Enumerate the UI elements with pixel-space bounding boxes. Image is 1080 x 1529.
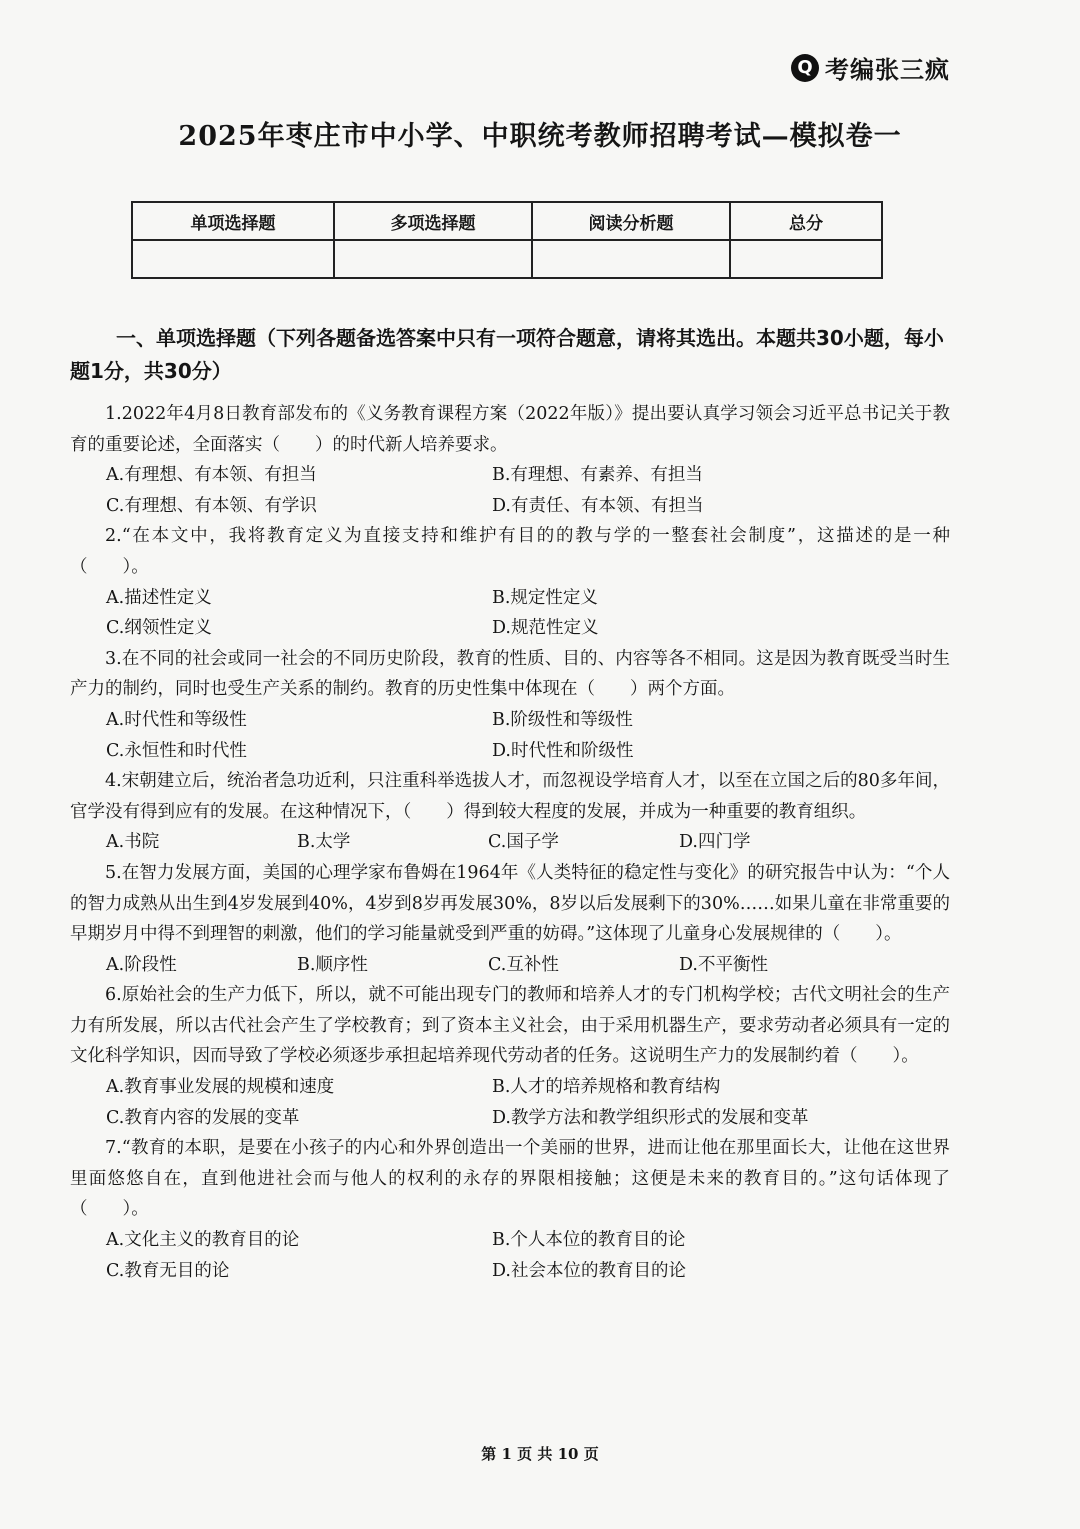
option-a: A.文化主义的教育目的论 [106, 1230, 300, 1251]
question-7 [70, 1133, 950, 1286]
page-title: 2025年枣庄市中小学、中职统考教师招聘考试—模拟卷一 [178, 121, 902, 152]
option-a: A.描述性定义 [106, 587, 212, 608]
option-d: D.有责任、有本领、有担当 [492, 495, 704, 516]
question-stem: 2.“在本文中，我将教育定义为直接支持和维护有目的的教与学的一整套社会制度”，这描述的是一种（ ）。 [70, 526, 950, 577]
score-cell-multiple [334, 240, 532, 278]
option-d: D.教学方法和教学组织形式的发展和变革 [492, 1107, 809, 1128]
question-1 [70, 399, 950, 521]
option-a: A.教育事业发展的规模和速度 [106, 1077, 335, 1098]
option-a: A.有理想、有本领、有担当 [106, 465, 317, 486]
question-stem: 4.宋朝建立后，统治者急功近利，只注重科举选拔人才，而忽视设学培育人才，以至在立国之后的80多年间，官学没有得到应有的发展。在这种情况下，（ ）得到较大程度的发展，并成为一种重要的教育组织。 [70, 771, 950, 822]
option-b: B.太学 [297, 832, 351, 853]
score-cell-reading [532, 240, 730, 278]
search-icon: Q [791, 54, 819, 82]
question-3 [70, 644, 950, 766]
option-d: D.四门学 [679, 832, 751, 853]
option-a: A.阶段性 [106, 954, 177, 975]
score-header-reading: 阅读分析题 [532, 202, 730, 240]
option-c: C.教育无目的论 [106, 1260, 230, 1281]
option-b: B.个人本位的教育目的论 [492, 1230, 686, 1251]
option-d: D.不平衡性 [679, 954, 768, 975]
option-group [70, 460, 950, 521]
option-b: B.顺序性 [297, 954, 368, 975]
question-stem: 1.2022年4月8日教育部发布的《义务教育课程方案（2022年版）》提出要认真学习领会习近平总书记关于教育的重要论述，全面落实（ ）的时代新人培养要求。 [70, 404, 950, 455]
option-b: B.有理想、有素养、有担当 [492, 465, 703, 486]
score-header-single: 单项选择题 [132, 202, 334, 240]
option-c: C.互补性 [488, 954, 559, 975]
question-stem: 7.“教育的本职，是要在小孩子的内心和外界创造出一个美丽的世界，进而让他在那里面长大，让他在这世界里面悠悠自在，直到他进社会而与他人的权利的永存的界限相接触；这便是未来的教育目的。”这句话体现了（ ）。 [70, 1138, 950, 1220]
option-group [70, 827, 950, 858]
score-table [131, 201, 883, 279]
option-d: D.社会本位的教育目的论 [492, 1260, 686, 1281]
page-number: 第 1 页 共 10 页 [481, 1445, 599, 1463]
question-stem: 6.原始社会的生产力低下，所以，就不可能出现专门的教师和培养人才的专门机构学校；古代文明社会的生产力有所发展，所以古代社会产生了学校教育；到了资本主义社会，由于采用机器生产，要求劳动者必须具有一定的文化科学知识，因而导致了学校必须逐步承担起培养现代劳动者的任务。这说明生产力的发展制约着（ ）。 [70, 985, 950, 1067]
score-cell-single [132, 240, 334, 278]
question-2 [70, 521, 950, 643]
question-6 [70, 980, 950, 1133]
option-c: C.有理想、有本领、有学识 [106, 495, 317, 516]
option-a: A.时代性和等级性 [106, 709, 247, 730]
option-d: D.时代性和阶级性 [492, 740, 634, 761]
option-group [70, 1225, 950, 1286]
option-d: D.规范性定义 [492, 618, 599, 639]
option-c: C.教育内容的发展的变革 [106, 1107, 300, 1128]
brand-logo [791, 50, 950, 85]
score-cell-total [730, 240, 882, 278]
question-5 [70, 858, 950, 980]
option-c: C.永恒性和时代性 [106, 740, 247, 761]
option-c: C.纲领性定义 [106, 618, 212, 639]
question-stem: 3.在不同的社会或同一社会的不同历史阶段，教育的性质、目的、内容等各不相同。这是因为教育既受当时生产力的制约，同时也受生产关系的制约。教育的历史性集中体现在（ ）两个方面。 [70, 648, 950, 700]
score-header-multiple: 多项选择题 [334, 202, 532, 240]
section-heading: 一、单项选择题（下列各题备选答案中只有一项符合题意，请将其选出。本题共30小题，每小题1分，共30分） [70, 326, 944, 383]
question-stem: 5.在智力发展方面，美国的心理学家布鲁姆在1964年《人类特征的稳定性与变化》的研究报告中认为：“个人的智力成熟从出生到4岁发展到40%，4岁到8岁再发展30%，8岁以后发展剩下的30%……如果儿童在非常重要的早期岁月中得不到理智的刺激，他们的学习能量就受到严重的妨碍。”这体现了儿童身心发展规律的（ ）。 [70, 862, 950, 945]
score-table-value-row [132, 240, 882, 278]
option-group [70, 705, 950, 766]
score-table-header-row [132, 202, 882, 240]
brand-name: 考编张三疯 [825, 56, 950, 84]
option-group [70, 1072, 950, 1133]
option-b: B.人才的培养规格和教育结构 [492, 1077, 721, 1098]
option-c: C.国子学 [488, 832, 559, 853]
score-header-total: 总分 [730, 202, 882, 240]
option-group [70, 583, 950, 644]
option-b: B.规定性定义 [492, 587, 598, 608]
option-group [70, 950, 950, 981]
question-4 [70, 766, 950, 858]
question-list [70, 399, 950, 1286]
option-a: A.书院 [106, 832, 160, 853]
option-b: B.阶级性和等级性 [492, 709, 633, 730]
